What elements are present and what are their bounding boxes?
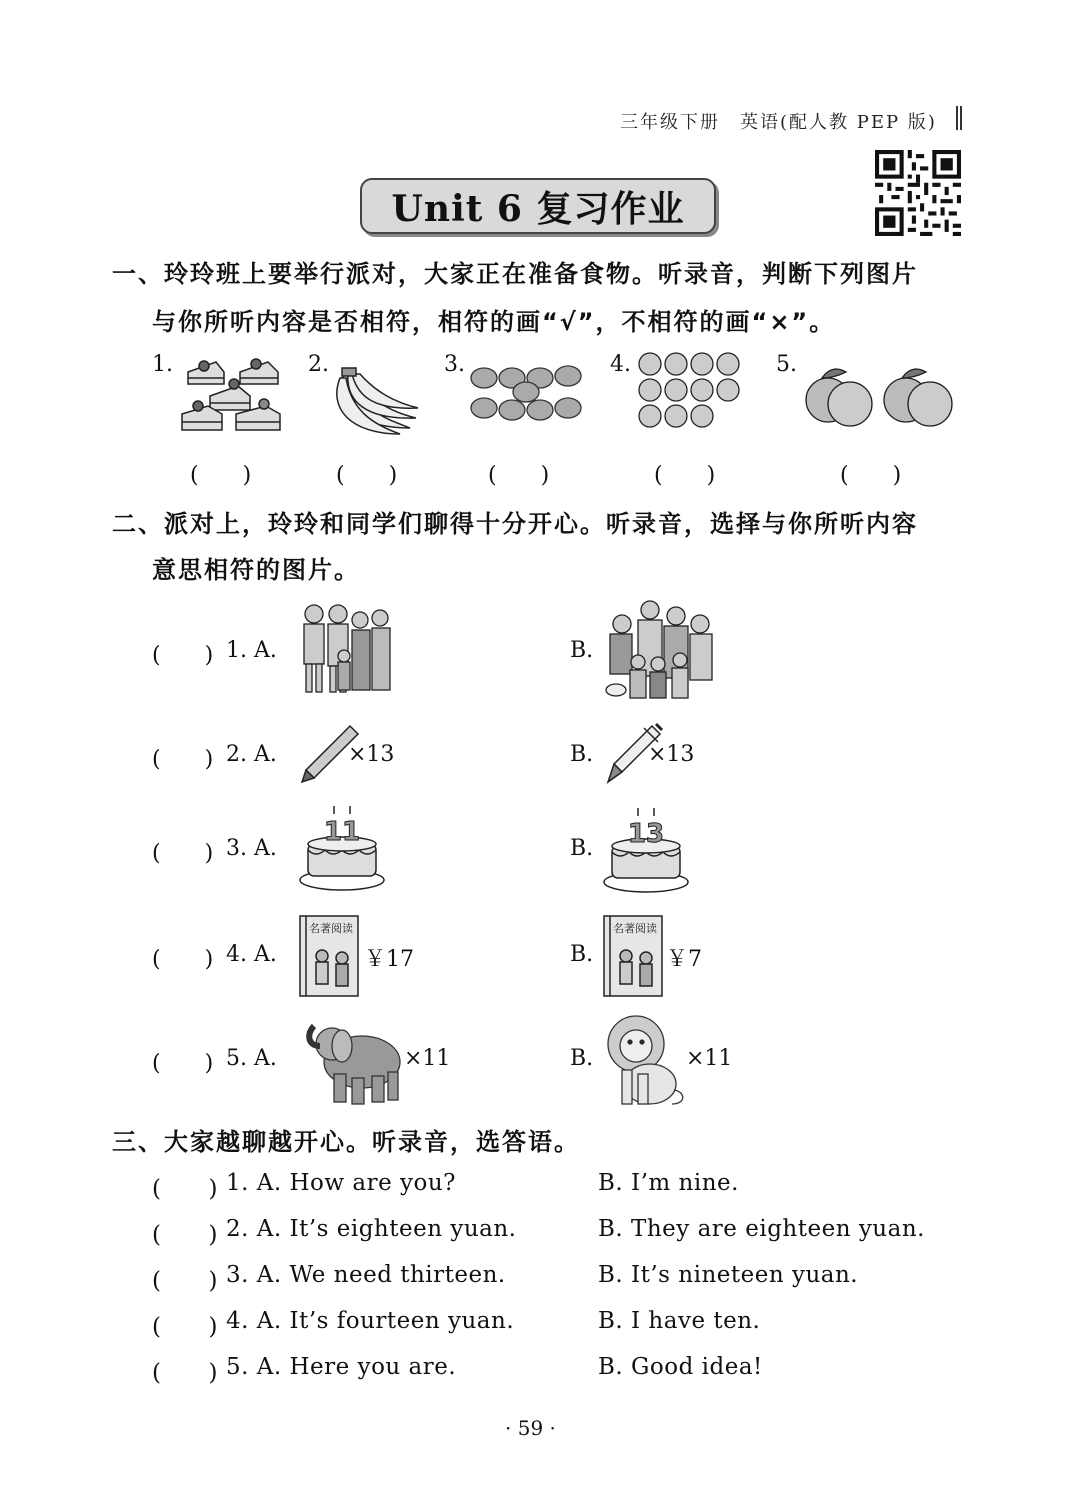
answer-blank[interactable]: ( )	[152, 1314, 218, 1340]
answer-blank[interactable]: ( )	[152, 1176, 218, 1202]
option-b: B. I’m nine.	[598, 1170, 739, 1196]
answer-blank[interactable]: ( )	[152, 1268, 218, 1294]
option-label: 1. A.	[226, 638, 277, 663]
price-label: ￥7	[666, 947, 702, 972]
elephant-icon[interactable]	[300, 1016, 404, 1106]
option-label: 3. A.	[226, 836, 277, 861]
s1-item-number: 5.	[776, 352, 797, 377]
option-label: 2. A.	[226, 742, 277, 767]
option-label: B.	[570, 742, 594, 767]
answer-blank[interactable]: ( )	[152, 947, 214, 972]
bananas-icon	[330, 368, 420, 438]
option-a: 2. A. It’s eighteen yuan.	[226, 1216, 517, 1242]
book-cover-title: 名著阅读	[309, 922, 353, 935]
option-a: 1. A. How are you?	[226, 1170, 457, 1196]
book-icon[interactable]	[298, 914, 362, 998]
option-a: 5. A. Here you are.	[226, 1354, 457, 1380]
family-large-icon[interactable]	[604, 600, 716, 702]
answer-blank[interactable]: ( )	[152, 1222, 218, 1248]
option-label: B.	[570, 836, 594, 861]
answer-blank[interactable]: ( )	[152, 1360, 218, 1386]
book-icon[interactable]	[602, 914, 666, 998]
option-label: B.	[570, 1046, 594, 1071]
option-b: B. They are eighteen yuan.	[598, 1216, 925, 1242]
quantity-label: ×11	[404, 1046, 451, 1071]
quantity-label: ×13	[348, 742, 395, 767]
section1-instruction-line2: 与你所听内容是否相符，相符的画“√”，不相符的画“×”。	[152, 308, 836, 336]
family-small-icon[interactable]	[300, 600, 392, 696]
birthday-cake-icon[interactable]	[602, 806, 690, 894]
section2-instruction-line2: 意思相符的图片。	[152, 556, 360, 584]
cake-number: 11	[323, 817, 361, 847]
answer-blank[interactable]: ( )	[152, 643, 214, 668]
page-title: Unit 6 复习作业	[360, 178, 716, 234]
answer-blank[interactable]: ( )	[190, 463, 252, 488]
option-a: 3. A. We need thirteen.	[226, 1262, 506, 1288]
answer-blank[interactable]: ( )	[152, 1051, 214, 1076]
option-b: B. It’s nineteen yuan.	[598, 1262, 859, 1288]
price-label: ￥17	[364, 947, 414, 972]
s1-item-number: 1.	[152, 352, 173, 377]
lion-icon[interactable]	[602, 1014, 688, 1108]
answer-blank[interactable]: ( )	[152, 747, 214, 772]
s1-item-number: 2.	[308, 352, 329, 377]
section2-instruction-line1: 二、派对上，玲玲和同学们聊得十分开心。听录音，选择与你所听内容	[112, 510, 918, 538]
apples-icon	[636, 350, 756, 442]
answer-blank[interactable]: ( )	[488, 463, 550, 488]
s1-item-number: 3.	[444, 352, 465, 377]
answer-blank[interactable]: ( )	[840, 463, 902, 488]
option-label: B.	[570, 942, 594, 967]
page-header: 三年级下册 英语(配人教 PEP 版)	[620, 112, 937, 133]
quantity-label: ×13	[648, 742, 695, 767]
section1-instruction-line1: 一、玲玲班上要举行派对，大家正在准备食物。听录音，判断下列图片	[112, 260, 918, 288]
book-cover-title: 名著阅读	[613, 922, 657, 935]
answer-blank[interactable]: ( )	[336, 463, 398, 488]
qr-code-icon[interactable]	[875, 150, 961, 236]
option-b: B. Good idea!	[598, 1354, 763, 1380]
option-label: 4. A.	[226, 942, 277, 967]
oranges-icon	[802, 366, 962, 432]
cake-number: 13	[627, 819, 665, 849]
header-rule	[956, 106, 962, 130]
section3-instruction: 三、大家越聊越开心。听录音，选答语。	[112, 1128, 580, 1156]
answer-blank[interactable]: ( )	[152, 841, 214, 866]
option-b: B. I have ten.	[598, 1308, 761, 1334]
birthday-cake-icon[interactable]	[298, 800, 386, 894]
answer-blank[interactable]: ( )	[654, 463, 716, 488]
quantity-label: ×11	[686, 1046, 733, 1071]
eggs-icon	[468, 362, 588, 428]
s1-item-number: 4.	[610, 352, 631, 377]
option-label: B.	[570, 638, 594, 663]
cake-slices-icon	[178, 350, 288, 440]
option-a: 4. A. It’s fourteen yuan.	[226, 1308, 515, 1334]
option-label: 5. A.	[226, 1046, 277, 1071]
page-number: · 59 ·	[505, 1416, 556, 1440]
